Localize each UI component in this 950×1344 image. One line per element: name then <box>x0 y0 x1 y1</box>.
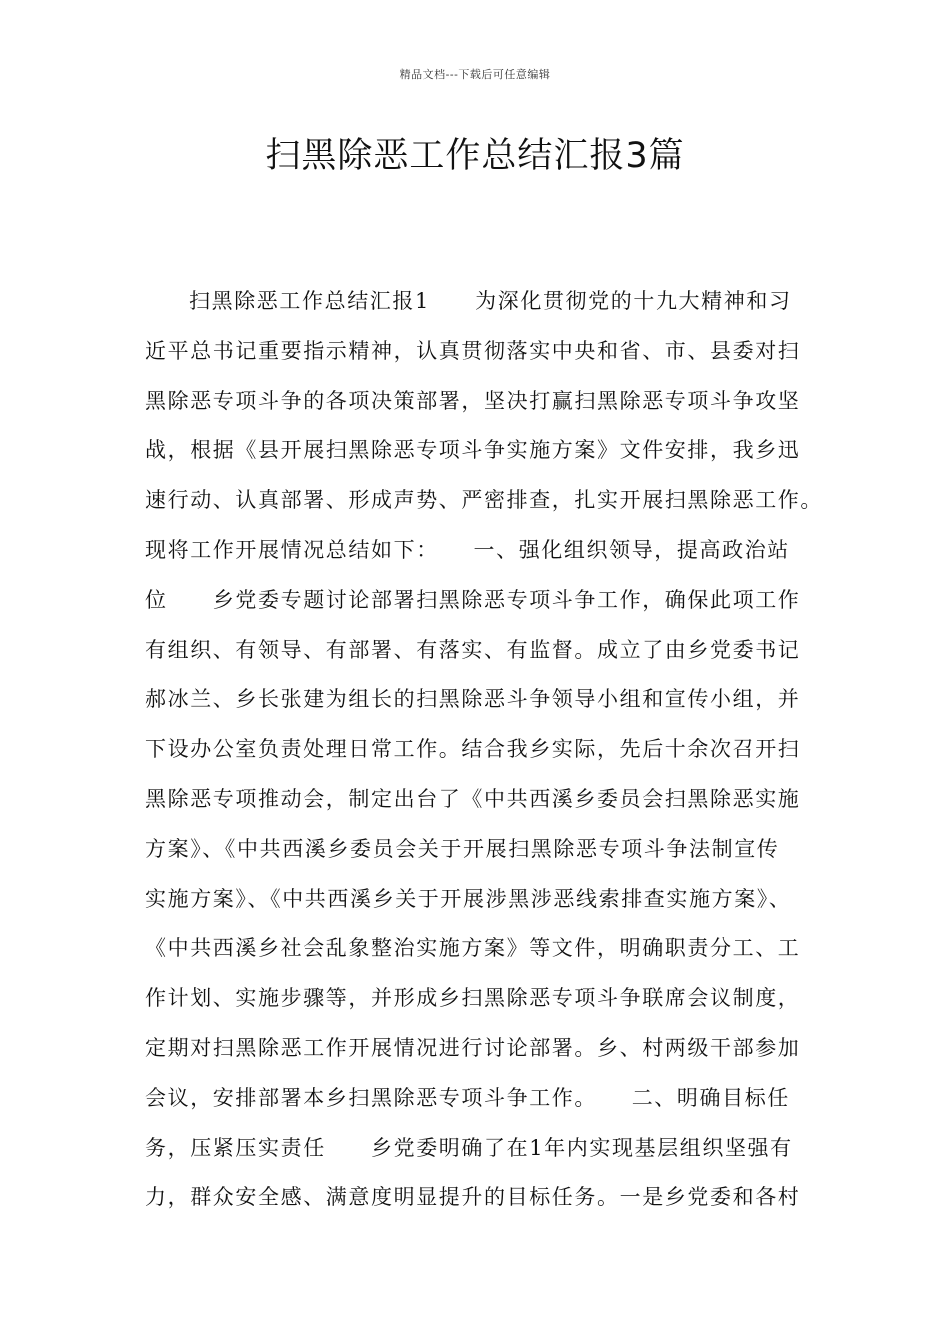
body-line: 黑除恶专项推动会，制定出台了《中共西溪乡委员会扫黑除恶实施 <box>145 786 801 811</box>
body-line: 郝冰兰、乡长张建为组长的扫黑除恶斗争领导小组和宣传小组，并 <box>145 687 801 712</box>
body-line: 方案》、《中共西溪乡委员会关于开展扫黑除恶专项斗争法制宣传 <box>145 836 780 861</box>
body-line: 有组织、有领导、有部署、有落实、有监督。成立了由乡党委书记 <box>145 637 801 662</box>
document-body <box>145 286 825 1232</box>
body-line: 黑除恶专项斗争的各项决策部署，坚决打赢扫黑除恶专项斗争攻坚 <box>145 388 801 413</box>
document-title: 扫黑除恶工作总结汇报3篇 <box>265 136 685 176</box>
body-line: 近平总书记重要指示精神，认真贯彻落实中央和省、市、县委对扫 <box>145 338 801 363</box>
header-note: 精品文档---下载后可任意编辑 <box>399 68 551 81</box>
body-line: 作计划、实施步骤等，并形成乡扫黑除恶专项斗争联席会议制度， <box>145 986 801 1011</box>
body-line: 会议，安排部署本乡扫黑除恶专项斗争工作。 二、明确目标任 <box>145 1085 790 1110</box>
body-line: 位 乡党委专题讨论部署扫黑除恶专项斗争工作，确保此项工作 <box>145 587 801 612</box>
body-line: 务，压紧压实责任 乡党委明确了在1年内实现基层组织坚强有 <box>145 1135 793 1160</box>
body-line: 定期对扫黑除恶工作开展情况进行讨论部署。乡、村两级干部参加 <box>145 1035 801 1060</box>
body-line: 下设办公室负责处理日常工作。结合我乡实际，先后十余次召开扫 <box>145 737 801 762</box>
body-line: 现将工作开展情况总结如下： 一、强化组织领导，提高政治站 <box>145 537 790 562</box>
body-line: 《中共西溪乡社会乱象整治实施方案》等文件，明确职责分工、工 <box>145 936 801 961</box>
body-line: 实施方案》、《中共西溪乡关于开展涉黑涉恶线索排查实施方案》、 <box>145 886 792 911</box>
body-line: 扫黑除恶工作总结汇报1 为深化贯彻党的十九大精神和习 <box>189 289 792 313</box>
body-line: 力，群众安全感、满意度明显提升的目标任务。一是乡党委和各村 <box>145 1185 801 1210</box>
body-line: 速行动、认真部署、形成声势、严密排查，扎实开展扫黑除恶工作。 <box>145 488 823 513</box>
body-line: 战，根据《县开展扫黑除恶专项斗争实施方案》文件安排，我乡迅 <box>145 438 801 463</box>
